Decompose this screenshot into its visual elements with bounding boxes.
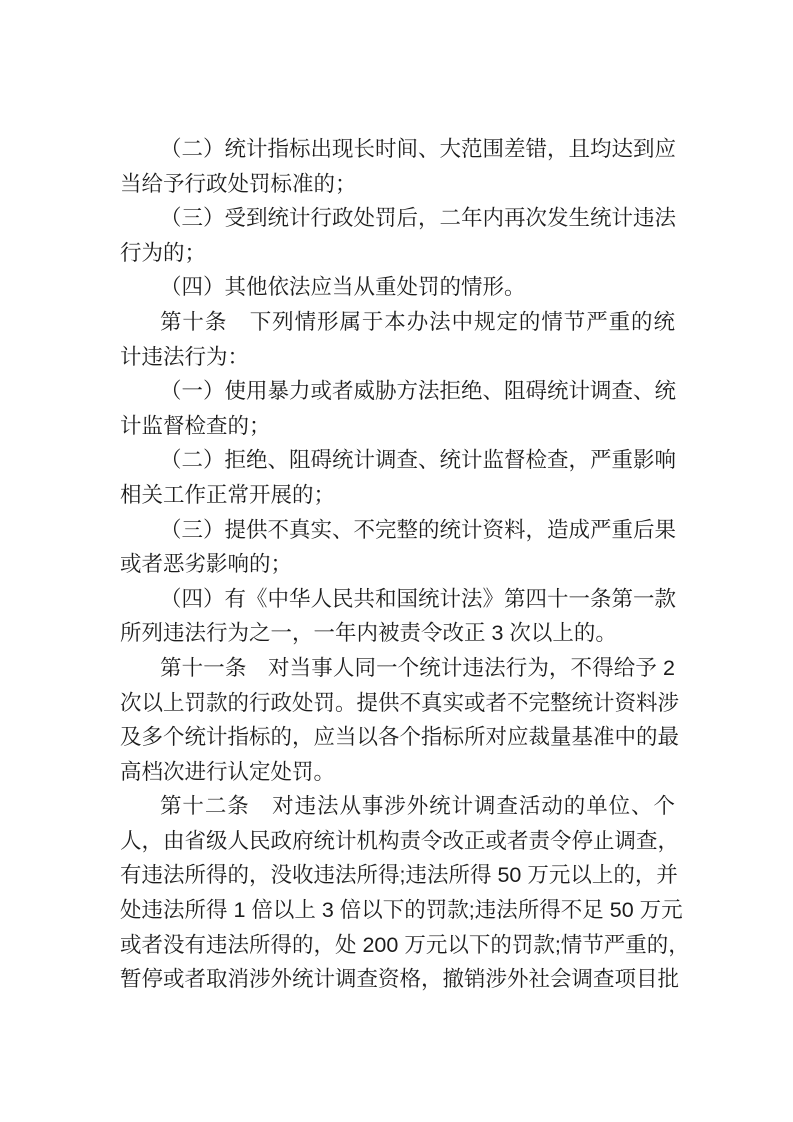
list-item-3: [120, 201, 675, 270]
text-line: 高档次进行认定处罚。: [120, 759, 336, 784]
text-line: 行为的；: [120, 240, 207, 265]
article-12: [120, 789, 690, 997]
text-line: 有违法所得的，没收违法所得;违法所得 50 万元以上的，并: [120, 863, 678, 888]
text-line: （四）其他依法应当从重处罚的情形。: [160, 275, 526, 300]
text-line: 暂停或者取消涉外统计调查资格，撤销涉外社会调查项目批: [120, 967, 680, 992]
text-line: 次以上罚款的行政处罚。提供不真实或者不完整统计资料涉: [120, 690, 680, 715]
article-10-item-3: [120, 513, 675, 582]
text-line: （二）统计指标出现长时间、大范围差错，且均达到应: [160, 137, 677, 161]
text-line: （四）有《中华人民共和国统计法》第四十一条第一款: [160, 586, 677, 611]
text-line: 或者恶劣影响的；: [120, 552, 293, 577]
article-10: [120, 305, 675, 374]
text-line: 当给予行政处罚标准的；: [120, 171, 357, 196]
text-line: 所列违法行为之一，一年内被责令改正 3 次以上的。: [120, 621, 617, 646]
document-text-block: [120, 132, 690, 997]
article-10-item-4: [120, 582, 675, 651]
text-line: 相关工作正常开展的；: [120, 482, 336, 507]
text-line: 及多个统计指标的，应当以各个指标所对应裁量基准中的最: [120, 725, 680, 750]
text-line: 处违法所得 1 倍以上 3 倍以下的罚款;违法所得不足 50 万元: [120, 898, 683, 923]
text-line: 或者没有违法所得的，处 200 万元以下的罚款;情节严重的，: [120, 932, 690, 957]
article-10-item-1: [120, 374, 675, 443]
text-line: 第十二条 对违法从事涉外统计调查活动的单位、个: [160, 794, 675, 819]
text-line: 第十一条 对当事人同一个统计违法行为，不得给予 2: [160, 655, 675, 680]
text-line: （三）受到统计行政处罚后，二年内再次发生统计违法: [160, 206, 677, 231]
article-10-item-2: [120, 443, 675, 512]
text-line: （二）拒绝、阻碍统计调查、统计监督检查，严重影响: [160, 448, 677, 473]
text-line: 计监督检查的；: [120, 413, 271, 438]
list-item-2: [120, 132, 675, 201]
text-line: 人，由省级人民政府统计机构责令改正或者责令停止调查，: [120, 828, 680, 853]
text-line: （三）提供不真实、不完整的统计资料，造成严重后果: [160, 517, 677, 542]
text-line: （一）使用暴力或者威胁方法拒绝、阻碍统计调查、统: [160, 379, 677, 404]
article-11: [120, 651, 680, 789]
text-line: 计违法行为：: [120, 344, 250, 369]
list-item-4: [120, 270, 675, 305]
text-line: 第十条 下列情形属于本办法中规定的情节严重的统: [160, 309, 675, 334]
